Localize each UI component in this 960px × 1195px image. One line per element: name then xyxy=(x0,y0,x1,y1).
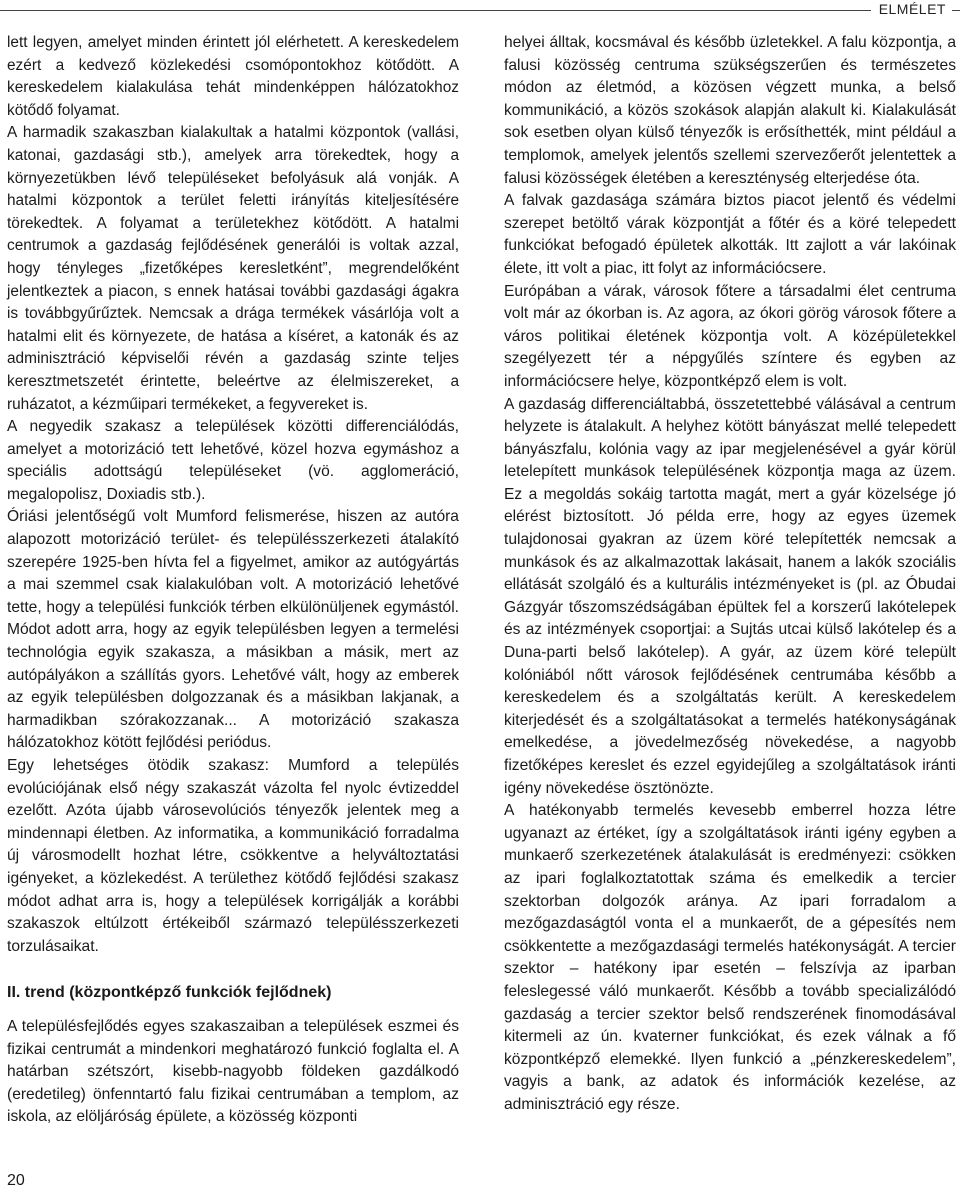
paragraph: A hatékonyabb termelés kevesebb emberrel hozza létre ugyanazt az értéket, így a szolgáltatások iránti igény egyben a munkaerő szerkezetének átalakulását is eredményezi: csökken az ipari foglalkoztatottak száma és emelkedik a tercier szektorban dolgozók aránya. Az ipari forradalom a mezőgazdaságtól vonta el a munkaerőt, de a gépesítés nem csökkentette a mezőgazdasági termelés hatékonyságát. A tercier szektor – hatékony ipar esetén – felszívja az iparban feleslegessé váló munkaerőt. Később a tovább specializálódó gazdaság a tercier szektor belső rendszerének finomodásával kitermeli az ún. kvaterner funkciókat, és ezek válnak a fő központképző elemekké. Ilyen funkció a „pénzkereskedelem”, vagyis a bank, az adatok és információk kezelése, az adminisztráció egy része. xyxy=(504,802,956,1113)
paragraph: Európában a várak, városok főtere a társadalmi élet centruma volt már az ókorban is. Az agora, az ókori görög városok főtere a város politikai életének központja volt. A középületekkel szegélyezett tér a népgyűlés színtere és egyben az információcsere helye, központképző elem is volt. xyxy=(504,282,956,390)
section-heading: II. trend (központképző funkciók fejlődnek) xyxy=(7,984,332,1002)
page-number: 20 xyxy=(7,1172,25,1189)
paragraph: A gazdaság differenciáltabbá, összetettebbé válásával a centrum helyzete is átalakult. A helyhez kötött bányászat mellé telepedett bányászfalu, kolónia vagy az ipar megjelenésével a gyár körül letelepített munkások településének központja maga az üzem. Ez a megoldás sokáig tartotta magát, mert a gyár közelsége jó elérést biztosított. Jó példa erre, hogy az egyes üzemek tulajdonosai gyakran az üzem köré telepítették nemcsak a munkások és az alkalmazottak lakásait, hanem a lakók szociális ellátását szolgáló és a kulturális intézményeket is (pl. az Óbudai Gázgyár tőszomszédságában épültek fel a korszerű lakótelepek és az intézmények csoportjai: a Sujtás utcai külső lakótelep és a Duna-parti belső lakótelep). A gyár, az üzem köré települt kolóniából nőtt városok fejlődésének centrumába később a kereskedelem és a szolgáltatás került. A kereskedelem kiterjedését és a szolgáltatásokat a termelés hatékonyságának emelkedése, a jövedelmezőség növekedése, a nagyobb fizetőképes kereslet és ezzel egyidejűleg a szolgáltatások iránti igény növekedése ösztönözte. xyxy=(504,395,956,797)
paragraph: A negyedik szakasz a települések közötti differenciálódás, amelyet a motorizáció tett lehetővé, közel hozva egymáshoz a speciális adottságú településeket (vö. agglomeráció, megalopolisz, Doxiadis stb.). xyxy=(7,418,459,503)
paragraph: A településfejlődés egyes szakaszaiban a települések eszmei és fizikai centrumát a mindenkori meghatározó funkció foglalta el. A határban szétszórt, kisebb-nagyobb földeken gazdálkodó (eredetileg) önfenntartó falu fizikai centrumában a templom, az iskola, az elöljáróság épülete, a közösség központi xyxy=(7,1017,459,1126)
paragraph: Egy lehetséges ötödik szakasz: Mumford a település evolúciójának első négy szakaszát vázolta fel nyolc évtizeddel ezelőtt. Azóta újabb városevolúciós tényezők jelentek meg a mindennapi életben. Az informatika, a kommunikáció forradalma új városmodellt hozhat létre, csökkentve a helyváltoztatási igényeket, a közlekedést. A területhez kötődő fejlődési szakasz módot adhat arra is, hogy a települések korrigálják a korábbi szakaszok eltúlzott értékeiből származó településszerkezeti torzulásaikat. xyxy=(7,757,459,955)
paragraph: A harmadik szakaszban kialakultak a hatalmi központok (vallási, katonai, gazdasági stb.), amelyek arra törekedtek, hogy a környezetükben lévő településeket befolyásuk alá vonják. A hatalmi központok a terület feletti irányítás kiteljesítésére törekedtek. A folyamat a területekhez kötődött. A hatalmi centrumok a gazdaság fejlődésének generálói is voltak azzal, hogy tényleges „fizetőképes keresletként”, megrendelőként jelentkeztek a piacon, s ennek hatásai további gazdasági ágakra is továbbgyűrűztek. Nemcsak a drága termékek vásárlója volt a hatalmi elit és környezete, de hatása a kíséret, a katonák és az adminisztráció képviselői révén a gazdaság szinte teljes keresztmetszetét érintette, beleértve az élelmiszereket, a ruházatot, a kézműipari termékeket, a fegyvereket is. xyxy=(7,124,459,413)
paragraph: helyei álltak, kocsmával és később üzletekkel. A falu központja, a falusi közösség centruma szükségszerűen és természetes módon az életmód, a közösen végzett munka, a belső kommunikáció, a közös szokások alapján alakult ki. Kialakulását sok esetben olyan külső tényezők is erősíthették, mint például a templomok, amelyek jelentős szellemi szervezőerőt jelentettek a falusi közösségek életében a kereszténység elterjedése óta. xyxy=(504,34,956,187)
paragraph: A falvak gazdasága számára biztos piacot jelentő és védelmi szerepet betöltő várak központját a főtér és a köré telepedett funkciókat befogadó épületek alkották. Itt zajlott a vár lakóinak élete, itt volt a piac, itt folyt az információcsere. xyxy=(504,192,956,277)
paragraph: lett legyen, amelyet minden érintett jól elérhetett. A kereskedelem ezért a kedvező közlekedési csomópontokhoz kötődött. A kereskedelem kialakulása tehát mindenképpen hálózatokhoz kötődő folyamat. xyxy=(7,34,459,119)
section-label: ELMÉLET xyxy=(871,1,952,17)
left-column xyxy=(7,32,459,1129)
header-rule xyxy=(0,10,960,11)
right-column xyxy=(504,32,956,1117)
paragraph: Óriási jelentőségű volt Mumford felismerése, hiszen az autóra alapozott motorizáció terület- és településszerkezeti átalakító szerepére 1925-ben hívta fel a figyelmet, amikor az autógyártás a mai szemmel csak kialakulóban volt. A motorizáció lehetővé tette, hogy a települési funkciók térben elkülönüljenek egymástól. Módot adott arra, hogy az egyik településben legyen a termelési technológia egyik szakasza, a másikban a másik, mert az autópályákon a szállítás gyors. Lehetővé vált, hogy az emberek az egyik településben dolgozzanak és a másikban lakjanak, a harmadikban szórakozzanak... A motorizáció szakasza hálózatokhoz kötött fejlődési periódus. xyxy=(7,508,459,752)
